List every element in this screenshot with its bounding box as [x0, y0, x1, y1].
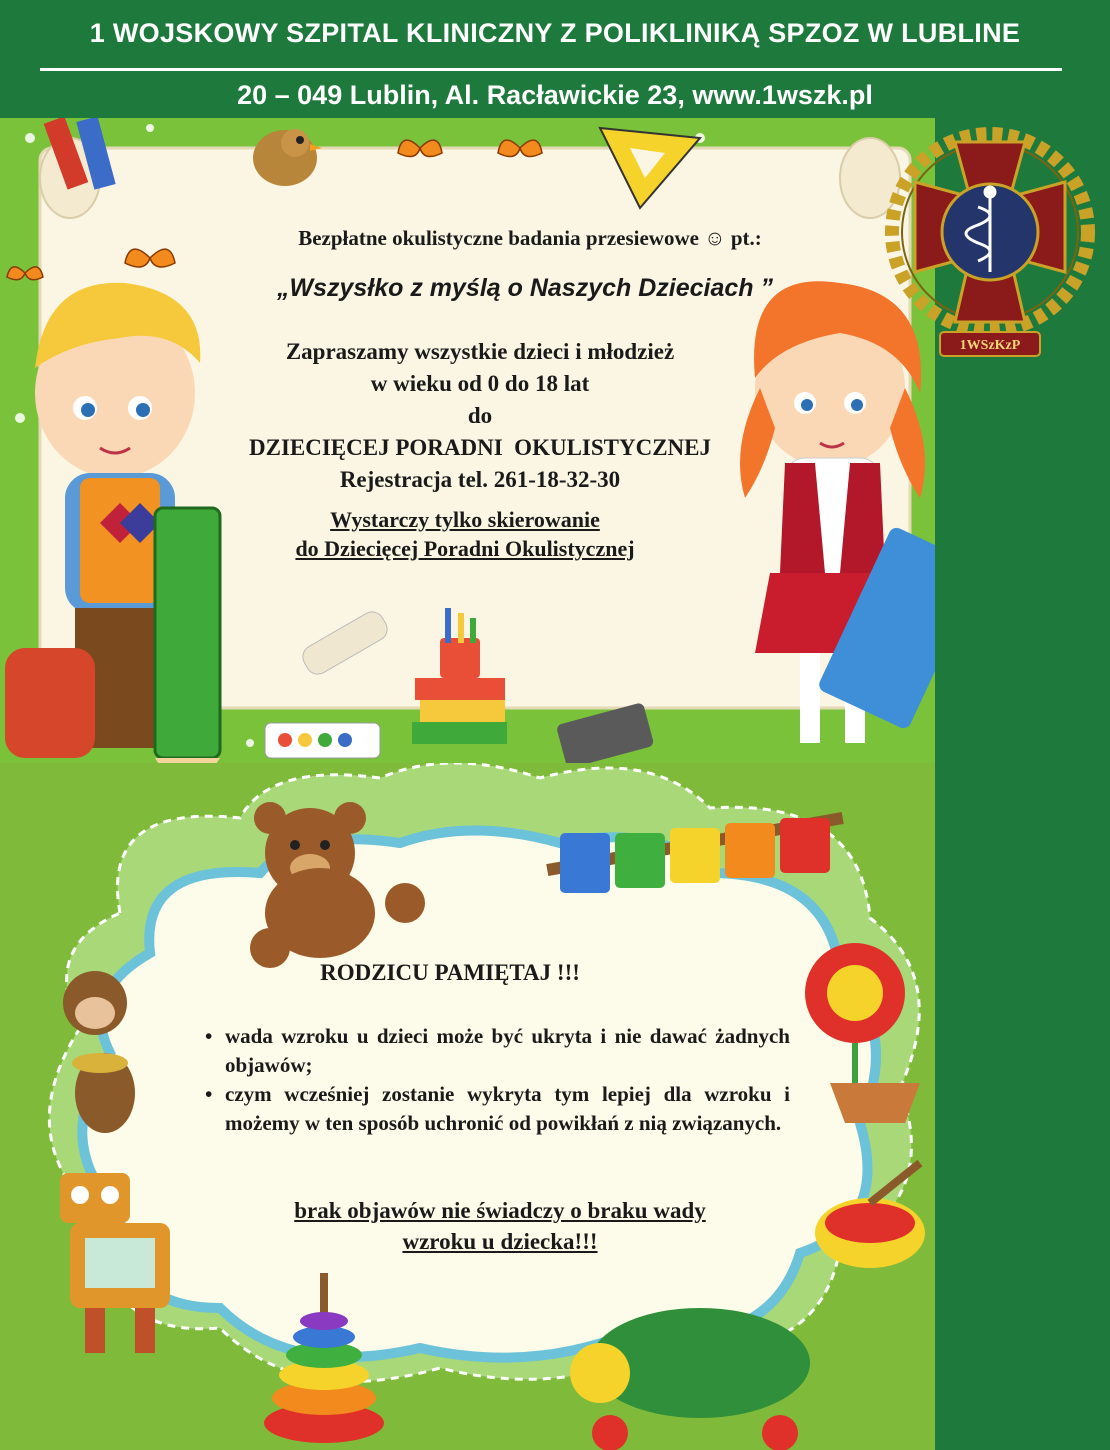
- screening-intro: Bezpłatne okulistyczne badania przesiewowe ☺ pt.:: [298, 226, 762, 250]
- list-item: [205, 1080, 790, 1138]
- list-item: [205, 1022, 790, 1080]
- conclusion-note: [220, 1195, 780, 1257]
- referral-note: [230, 505, 700, 563]
- referral-line: do Dziecięcej Poradni Okulistycznej: [295, 536, 635, 561]
- registration-phone: Rejestracja tel. 261-18-32-30: [339, 467, 621, 492]
- reminder-list: [205, 1022, 790, 1138]
- referral-line: Wystarczy tylko skierowanie: [330, 507, 600, 532]
- parent-reminder-title: RODZICU PAMIĘTAJ !!!: [320, 960, 580, 985]
- bullet-icon: •: [205, 1024, 213, 1048]
- header-divider: [40, 68, 1062, 71]
- clinic-name: DZIECIĘCEJ PORADNI OKULISTYCZNEJ: [249, 435, 711, 460]
- hospital-address: 20 – 049 Lublin, Al. Racławickie 23, www.1wszk.pl: [237, 80, 873, 110]
- invitation-block: [180, 336, 780, 496]
- header-bar: [0, 0, 1110, 118]
- conclusion-line: brak objawów nie świadczy o braku wady: [294, 1198, 706, 1223]
- conclusion-line: wzroku u dziecka!!!: [402, 1229, 598, 1254]
- logo-badge-text: 1WSzKzP: [959, 338, 1021, 353]
- campaign-slogan: „Wszysłko z myślą o Naszych Dzieciach ”: [276, 274, 774, 302]
- invite-line: w wieku od 0 do 18 lat: [370, 371, 590, 396]
- reminder-text: czym wcześniej zostanie wykryta tym lepiej dla wzroku i możemy w ten sposób uchronić od powikłań z nią związanych.: [225, 1082, 790, 1135]
- hospital-logo: [875, 122, 1105, 362]
- hospital-name: 1 WOJSKOWY SZPITAL KLINICZNY Z POLIKLINIKĄ SPZOZ W LUBLINE: [89, 18, 1021, 48]
- invite-line: do: [467, 403, 493, 428]
- bullet-icon: •: [205, 1082, 213, 1106]
- invite-line: Zapraszamy wszystkie dzieci i młodzież: [285, 339, 675, 364]
- reminder-text: wada wzroku u dzieci może być ukryta i nie dawać żadnych objawów;: [225, 1024, 790, 1077]
